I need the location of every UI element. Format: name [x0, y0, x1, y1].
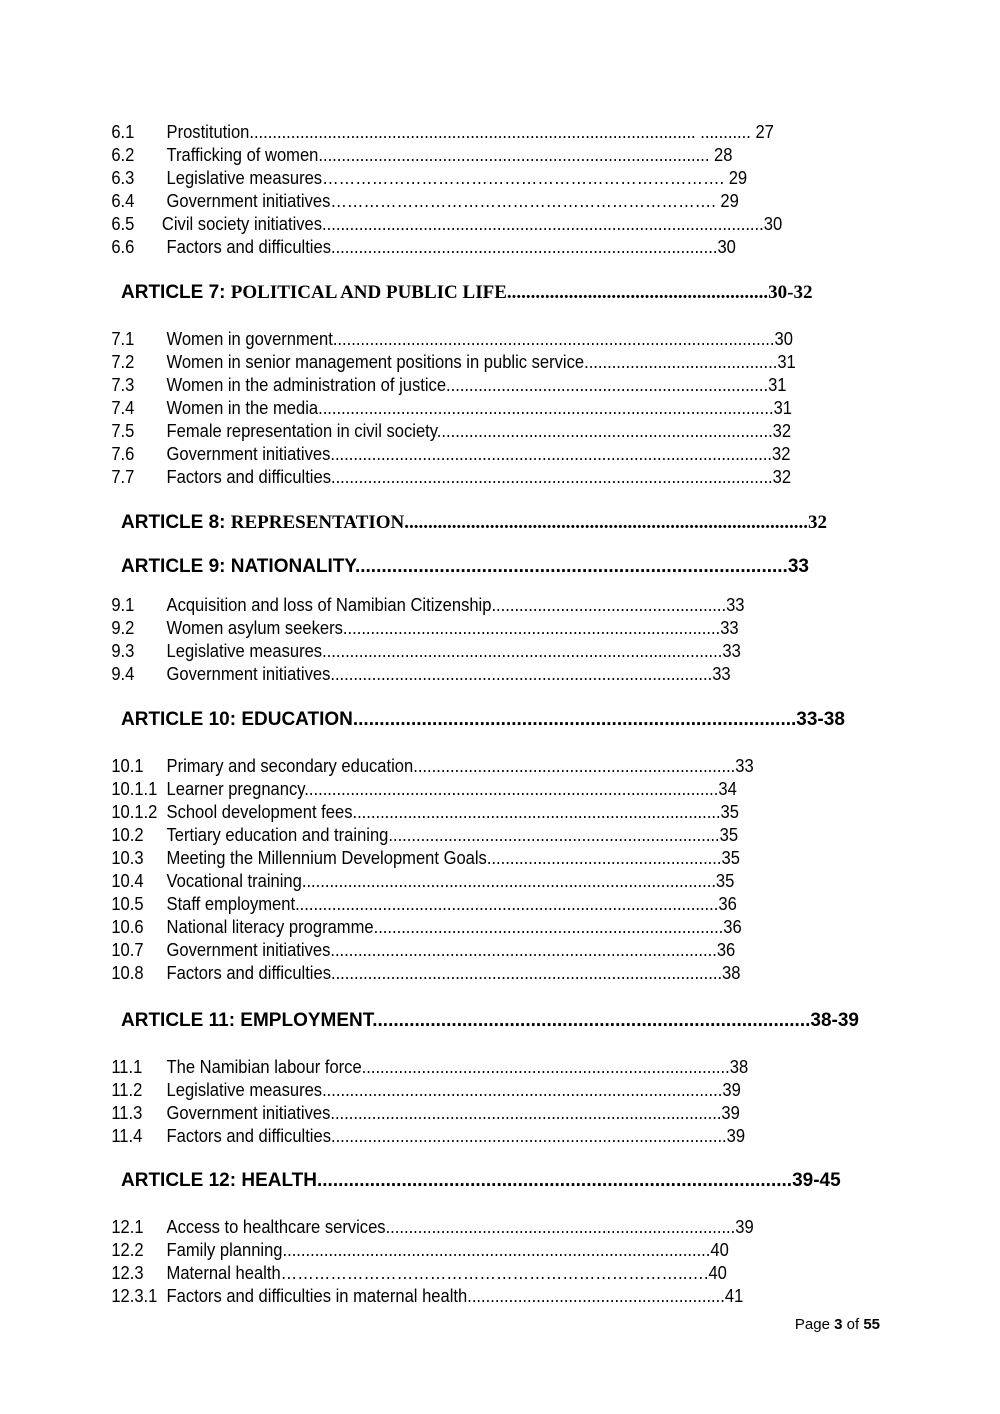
- toc-entry-text: Civil society initiatives................................................................................................30: [161, 214, 783, 234]
- article-9-heading: ARTICLE 9: NATIONALITY..................................................................................33: [121, 556, 809, 577]
- article-8-heading: [121, 511, 827, 535]
- toc-entry-text: Women in government................................................................................................30: [166, 329, 793, 349]
- toc-entry-text: Women in the media...................................................................................................31: [166, 398, 793, 418]
- toc-entry-number: 9.1: [111, 595, 135, 615]
- toc-entry-text: Government initiatives................................................................................................32: [166, 444, 791, 464]
- page-of-label: of: [842, 1316, 864, 1333]
- toc-entry-text: Female representation in civil society.........................................................................32: [166, 421, 792, 441]
- toc-entry-number: 7.5: [111, 421, 135, 441]
- article-10-heading: ARTICLE 10: EDUCATION....................................................................................33-38: [121, 709, 845, 730]
- toc-entry-number: 10.6: [111, 917, 144, 937]
- toc-entry-text: Staff employment............................................................................................36: [166, 894, 737, 914]
- toc-entry-number: 10.5: [111, 894, 144, 914]
- toc-entry-number: 10.1: [111, 756, 144, 776]
- toc-entry-number: 6.6: [111, 237, 135, 257]
- total-page-number: 55: [863, 1316, 880, 1333]
- toc-entry-number: 12.2: [111, 1240, 144, 1260]
- toc-entry-text: National literacy programme............................................................................36: [166, 917, 742, 937]
- toc-entry-text: Learner pregnancy..........................................................................................34: [166, 779, 737, 799]
- toc-entry-text: Tertiary education and training........................................................................35: [166, 825, 739, 845]
- toc-entry-text: Government initiatives.....................................................................................39: [166, 1103, 740, 1123]
- toc-entry-text: Factors and difficulties................................................................................................32: [166, 467, 792, 487]
- toc-entry-text: Legislative measures.......................................................................................33: [166, 641, 741, 661]
- toc-entry-text: Government initiatives....................................................................................36: [166, 940, 736, 960]
- toc-entry-text: Family planning.............................................................................................40: [166, 1240, 729, 1260]
- article-7-heading: [121, 281, 812, 305]
- toc-entry-number: 9.2: [111, 618, 135, 638]
- toc-entry-number: 7.2: [111, 352, 135, 372]
- article-7-label: ARTICLE 7:: [121, 282, 231, 303]
- toc-entry-number: 10.1.1: [111, 779, 158, 799]
- toc-entry-text: Factors and difficulties......................................................................................39: [166, 1126, 746, 1146]
- toc-entry-number: 10.3: [111, 848, 144, 868]
- toc-entry-number: 10.2: [111, 825, 144, 845]
- toc-entry-text: Women in senior management positions in public service..........................................31: [166, 352, 796, 372]
- toc-entry-text: Women in the administration of justice......................................................................31: [166, 375, 787, 395]
- toc-entry-number: 7.6: [111, 444, 135, 464]
- toc-entry-number: 6.4: [111, 191, 135, 211]
- toc-entry-number: 9.3: [111, 641, 135, 661]
- toc-entry-text: Maternal health………………………………………………………………..….40: [166, 1263, 727, 1283]
- article-8-title: REPRESENTATION.....................................................................................32: [230, 512, 828, 533]
- toc-entry-number: 11.4: [111, 1126, 143, 1146]
- toc-entry-text: Meeting the Millennium Development Goals...................................................35: [166, 848, 740, 868]
- article-7-title: POLITICAL AND PUBLIC LIFE.......................................................30-32: [230, 282, 813, 303]
- toc-entry-number: 9.4: [111, 664, 135, 684]
- page-label: Page: [794, 1316, 835, 1333]
- toc-entry-number: 7.7: [111, 467, 135, 487]
- toc-entry-number: 10.7: [111, 940, 144, 960]
- toc-entry-number: 6.2: [111, 145, 135, 165]
- toc-entry-text: Access to healthcare services............................................................................39: [166, 1217, 754, 1237]
- toc-entry-text: Acquisition and loss of Namibian Citizenship...................................................33: [166, 595, 745, 615]
- article-12-heading: ARTICLE 12: HEALTH..........................................................................................39-45: [121, 1170, 841, 1191]
- toc-entry-text: Factors and difficulties in maternal health........................................................41: [166, 1286, 744, 1306]
- toc-entry-number: 10.4: [111, 871, 144, 891]
- toc-entry-number: 12.1: [111, 1217, 144, 1237]
- current-page-number: 3: [834, 1316, 843, 1333]
- toc-entry-number: 7.3: [111, 375, 135, 395]
- toc-entry-text: Factors and difficulties....................................................................................30: [166, 237, 736, 257]
- toc-entry-text: Vocational training..........................................................................................35: [166, 871, 735, 891]
- toc-entry-text: Legislative measures.......................................................................................39: [166, 1080, 741, 1100]
- toc-entry-text: School development fees................................................................................35: [166, 802, 739, 822]
- toc-entry-number: 11.3: [111, 1103, 143, 1123]
- toc-entry-text: Primary and secondary education......................................................................33: [166, 756, 754, 776]
- toc-entry-text: Legislative measures………………………………………………………………. 29: [166, 168, 748, 188]
- toc-entry-number: 7.4: [111, 398, 135, 418]
- toc-entry-number: 10.1.2: [111, 802, 158, 822]
- toc-entry-text: Government initiatives...................................................................................33: [166, 664, 731, 684]
- toc-entry-text: Women asylum seekers..................................................................................33: [166, 618, 739, 638]
- toc-entry-number: 7.1: [111, 329, 135, 349]
- toc-entry-text: Government initiatives……………………………………………………………. 29: [166, 191, 739, 211]
- toc-entry-text: The Namibian labour force................................................................................38: [166, 1057, 749, 1077]
- toc-entry-text: Trafficking of women..................................................................................... 28: [166, 145, 733, 165]
- toc-entry-number: 11.2: [111, 1080, 143, 1100]
- toc-entry-text: Prostitution................................................................................................. ........... 27: [166, 122, 774, 142]
- toc-entry-text: Factors and difficulties.....................................................................................38: [166, 963, 741, 983]
- toc-entry-number: 11.1: [111, 1057, 143, 1077]
- toc-entry-number: 12.3: [111, 1263, 144, 1283]
- article-8-label: ARTICLE 8:: [121, 512, 231, 533]
- article-11-heading: ARTICLE 11: EMPLOYMENT...................................................................................38-39: [121, 1010, 859, 1031]
- toc-entry-number: 10.8: [111, 963, 144, 983]
- page-footer: [795, 1316, 880, 1333]
- toc-entry-number: 6.5: [111, 214, 135, 234]
- toc-entry-number: 6.3: [111, 168, 135, 188]
- toc-entry-number: 6.1: [111, 122, 135, 142]
- toc-entry-number: 12.3.1: [111, 1286, 158, 1306]
